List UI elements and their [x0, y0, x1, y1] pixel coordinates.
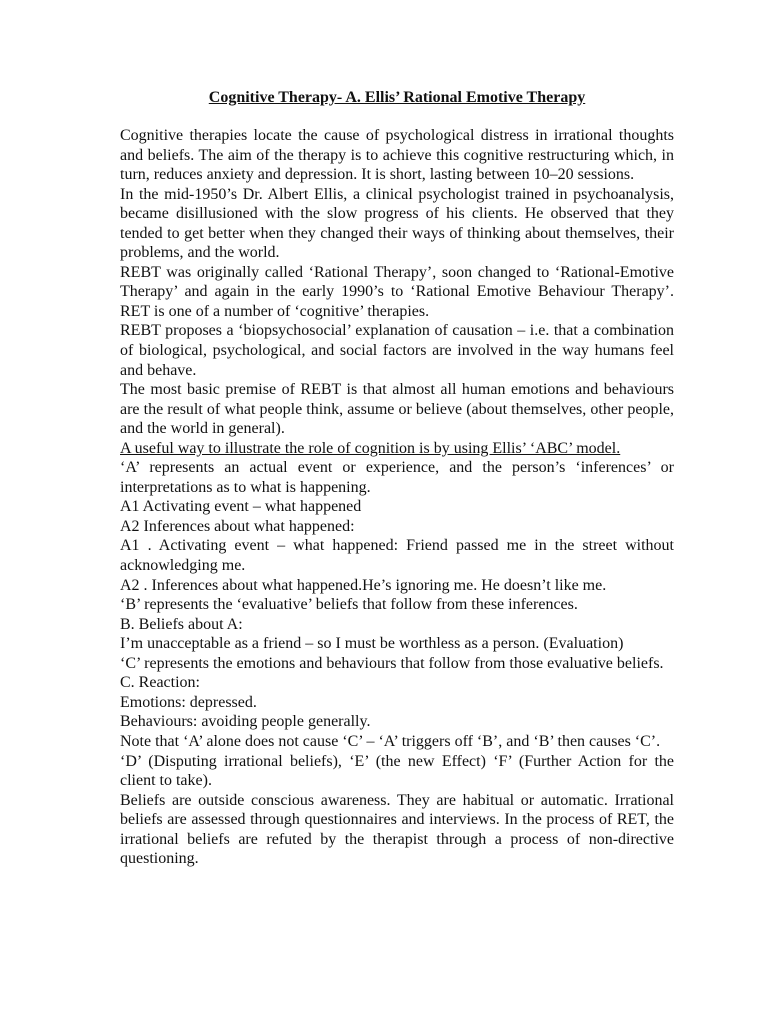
- paragraph-b-heading: B. Beliefs about A:: [120, 615, 243, 633]
- paragraph-note: Note that ‘A’ alone does not cause ‘C’ – ‘A’ triggers off ‘B’, and ‘B’ then causes ‘C’.: [120, 732, 661, 750]
- paragraph-biopsychosocial: REBT proposes a ‘biopsychosocial’ explanation of causation – i.e. that a combination of biological, psychological, and social factors are involved in the way humans feel and behave.: [120, 322, 674, 379]
- paragraph-ellis-history: In the mid-1950’s Dr. Albert Ellis, a clinical psychologist trained in psychoanalysis, became disillusioned with the slow progress of his clients. He observed that they tended to get better when they changed their ways of thinking about themselves, their problems, and the world.: [120, 185, 674, 262]
- paragraph-a2-example: A2 . Inferences about what happened.He’s ignoring me. He doesn’t like me.: [120, 576, 607, 594]
- paragraph-a1: A1 Activating event – what happened: [120, 498, 362, 516]
- paragraph-b-example: I’m unacceptable as a friend – so I must be worthless as a person. (Evaluation): [120, 635, 624, 653]
- paragraph-abc-model-heading: A useful way to illustrate the role of cognition is by using Ellis’ ‘ABC’ model.: [120, 439, 621, 457]
- paragraph-a-definition: ‘A’ represents an actual event or experience, and the person’s ‘inferences’ or interpretations as to what is happening.: [120, 459, 674, 496]
- paragraph-c-definition: ‘C’ represents the emotions and behaviours that follow from those evaluative beliefs.: [120, 654, 664, 672]
- paragraph-intro: Cognitive therapies locate the cause of psychological distress in irrational thoughts and beliefs. The aim of the therapy is to achieve this cognitive restructuring which, in turn, reduces anxiety and depression. It is short, lasting between 10–20 sessions.: [120, 127, 674, 184]
- paragraph-c-heading: C. Reaction:: [120, 674, 200, 692]
- paragraph-behaviours: Behaviours: avoiding people generally.: [120, 713, 371, 731]
- paragraph-emotions: Emotions: depressed.: [120, 693, 257, 711]
- paragraph-a1-example: A1 . Activating event – what happened: Friend passed me in the street without acknowledging me.: [120, 537, 674, 575]
- paragraph-basic-premise: The most basic premise of REBT is that almost all human emotions and behaviours are the result of what people think, assume or believe (about themselves, other people, and the world in general).: [120, 381, 674, 438]
- paragraph-beliefs-awareness: Beliefs are outside conscious awareness. They are habitual or automatic. Irrational beliefs are assessed through questionnaires and interviews. In the process of RET, the irrational beliefs are refuted by the therapist through a process of non-directive questioning.: [120, 791, 674, 868]
- paragraph-def: ‘D’ (Disputing irrational beliefs), ‘E’ (the new Effect) ‘F’ (Further Action for the client to take).: [120, 752, 674, 790]
- paragraph-rebt-naming: REBT was originally called ‘Rational Therapy’, soon changed to ‘Rational-Emotive Therapy’ and again in the early 1990’s to ‘Rational Emotive Behaviour Therapy’. RET is one of a number of ‘cognitive’ therapies.: [120, 263, 674, 320]
- paragraph-b-definition: ‘B’ represents the ‘evaluative’ beliefs that follow from these inferences.: [120, 596, 578, 614]
- paragraph-a2: A2 Inferences about what happened:: [120, 517, 355, 535]
- document-title: Cognitive Therapy- A. Ellis’ Rational Emotive Therapy: [208, 89, 586, 106]
- document-body: [120, 126, 674, 869]
